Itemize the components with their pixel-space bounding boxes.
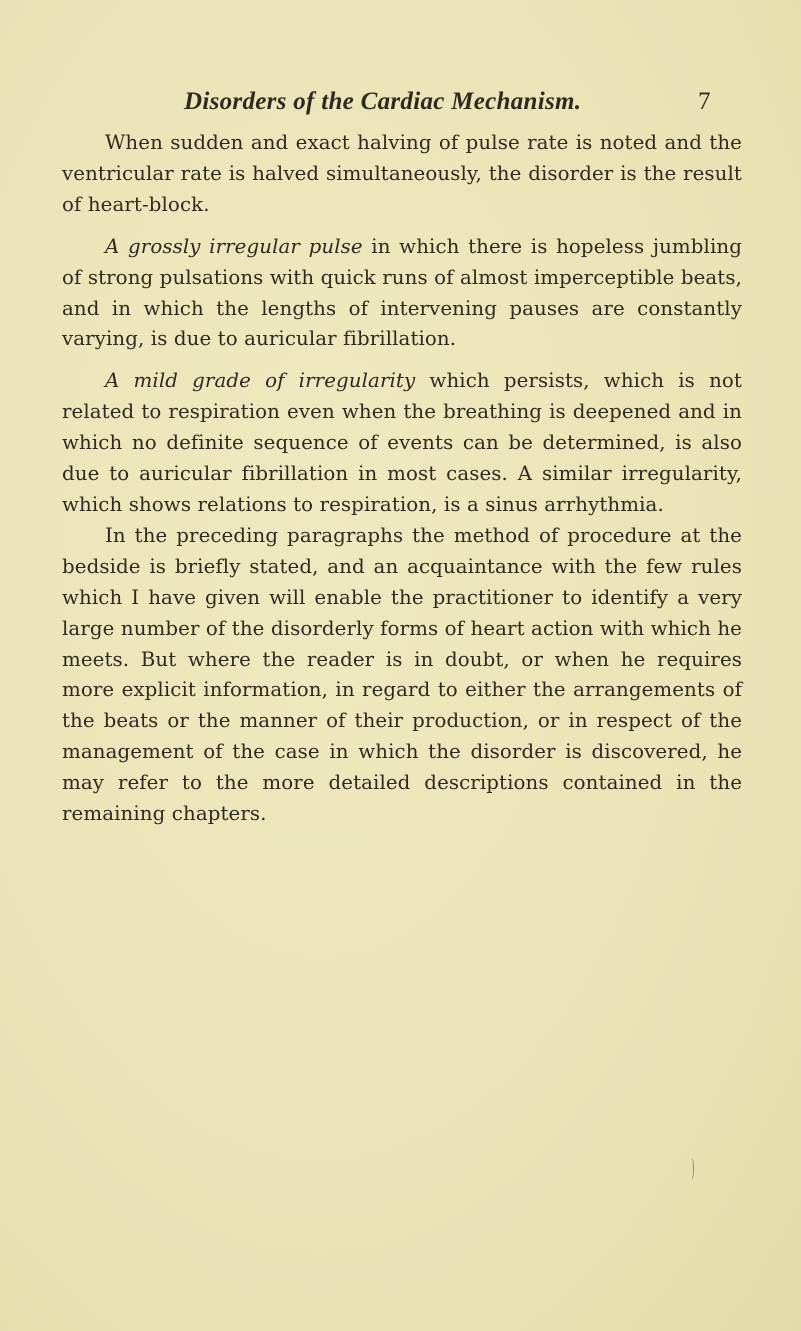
paragraph-heart-block [62, 128, 742, 221]
paragraph-emphasis: A mild grade of irregularity [105, 369, 416, 393]
paragraph-text: in which there is hopeless jumbling of strong pulsations with quick runs of almost imperceptible beats, and in which the lengths of intervening pauses are constantly varying, is due to auricular fibrillation. [62, 234, 743, 351]
running-head [0, 88, 801, 122]
body-text [62, 128, 742, 830]
paragraph-preceding-paragraphs [62, 521, 742, 830]
paragraph-mild-irregularity [62, 366, 742, 521]
paragraph-grossly-irregular-pulse [62, 232, 742, 356]
paragraph-emphasis: A grossly irregular pulse [105, 234, 363, 258]
running-title: Disorders of the Cardiac Mechanism. [184, 88, 582, 115]
paragraph-text: When sudden and exact halving of pulse rate is noted and the ventricular rate is halved simultaneously, the disorder is the result of heart-block. [62, 131, 742, 216]
page-number: 7 [698, 88, 711, 115]
paragraph-text: which persists, which is not related to respiration even when the breathing is deepened and in which no definite sequence of events can be determined, is also due to auricular fibrillation in most cases. A similar irregularity, which shows relations to respiration, is a sinus arrhythmia. [62, 369, 742, 516]
page-mark [689, 1158, 694, 1180]
paragraph-text: In the preceding paragraphs the method of procedure at the bedside is briefly stated, and an acquaintance with the few rules which I have given will enable the practitioner to identify a very large number of the disorderly forms of heart action with which he meets. But where the reader is in doubt, or when he requires more explicit information, in regard to either the arrangements of the beats or the manner of their production, or in respect of the management of the case in which the disorder is discovered, he may refer to the more detailed descriptions contained in the remaining chapters. [62, 523, 742, 826]
